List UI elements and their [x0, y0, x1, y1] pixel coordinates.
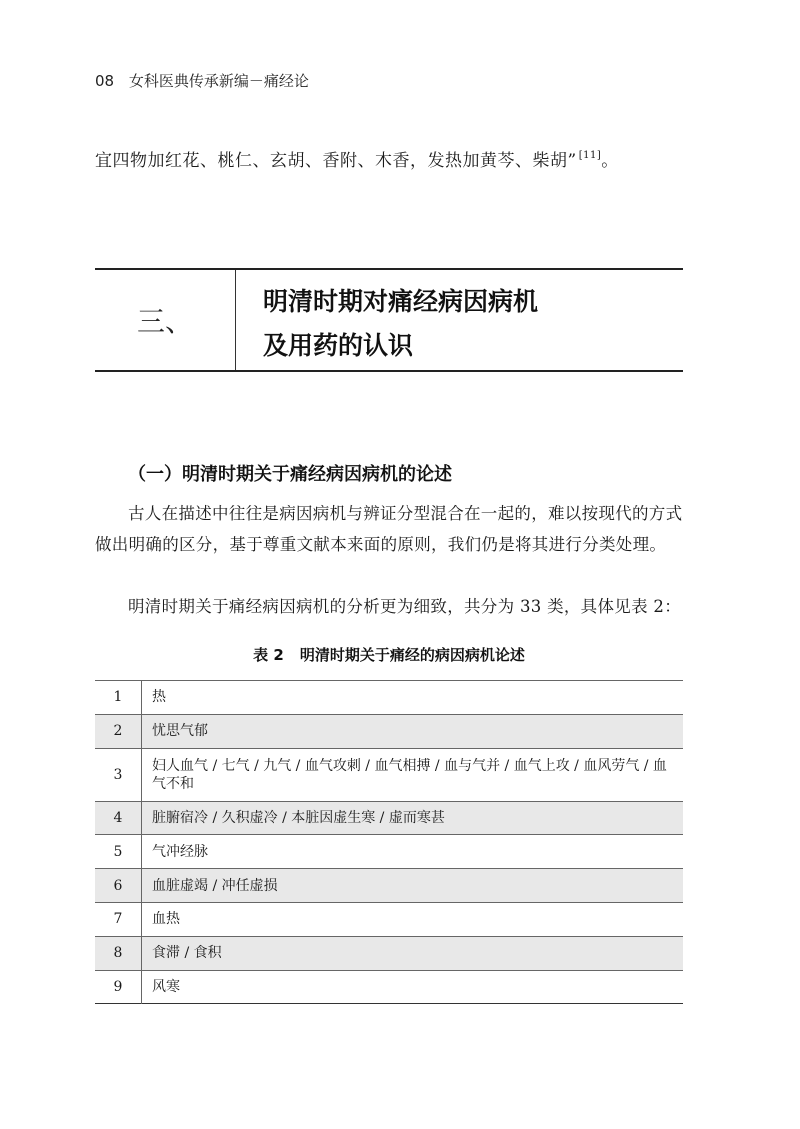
- table-row: [95, 714, 683, 748]
- paragraph-2: 明清时期关于痛经病因病机的分析更为细致，共分为 33 类，具体见表 2：: [128, 597, 682, 616]
- table-row: [95, 681, 683, 715]
- book-title: 女科医典传承新编－痛经论: [128, 72, 309, 90]
- table-number: 表 2: [253, 646, 284, 664]
- row-number: 8: [95, 936, 142, 970]
- running-header: [95, 70, 309, 91]
- row-text: 热: [142, 681, 684, 715]
- table-row: [95, 936, 683, 970]
- table-row: [95, 748, 683, 801]
- quote-text: 宜四物加红花、桃仁、玄胡、香附、木香，发热加黄芩、柴胡”: [95, 151, 577, 171]
- row-text: 妇人血气 / 七气 / 九气 / 血气攻刺 / 血气相搏 / 血与气并 / 血气上攻 / 血风劳气 / 血气不和: [142, 748, 684, 801]
- row-text: 风寒: [142, 970, 684, 1004]
- etiology-table: [95, 680, 683, 1004]
- quote-continuation: [95, 146, 619, 171]
- row-number: 6: [95, 869, 142, 903]
- table-row: [95, 970, 683, 1004]
- row-number: 2: [95, 714, 142, 748]
- section-title: [263, 280, 538, 368]
- row-text: 食滞 / 食积: [142, 936, 684, 970]
- row-number: 3: [95, 748, 142, 801]
- table-row: [95, 902, 683, 936]
- section-title-line-2: 及用药的认识: [263, 331, 414, 360]
- table-row: [95, 801, 683, 835]
- row-number: 7: [95, 902, 142, 936]
- section-number: 三、: [95, 270, 236, 370]
- row-text: 血热: [142, 902, 684, 936]
- row-text: 脏腑宿冷 / 久积虚冷 / 本脏因虚生寒 / 虚而寒甚: [142, 801, 684, 835]
- table-row: [95, 869, 683, 903]
- row-number: 4: [95, 801, 142, 835]
- row-number: 9: [95, 970, 142, 1004]
- section-heading-box: [95, 268, 683, 372]
- section-title-line-1: 明清时期对痛经病因病机: [263, 287, 539, 316]
- subsection-heading: （一）明清时期关于痛经病因病机的论述: [128, 464, 452, 485]
- table-row: [95, 835, 683, 869]
- quote-end: 。: [601, 151, 619, 171]
- row-number: 5: [95, 835, 142, 869]
- row-text: 忧思气郁: [142, 714, 684, 748]
- table-caption: [95, 644, 683, 665]
- row-number: 1: [95, 681, 142, 715]
- table-title: 明清时期关于痛经的病因病机论述: [299, 646, 525, 664]
- citation-ref[interactable]: [11]: [578, 150, 602, 161]
- page-number: 08: [95, 72, 115, 90]
- paragraph-1: 古人在描述中往往是病因病机与辨证分型混合在一起的，难以按现代的方式做出明确的区分，基于尊重文献本来面的原则，我们仍是将其进行分类处理。: [95, 504, 683, 554]
- row-text: 气冲经脉: [142, 835, 684, 869]
- row-text: 血脏虚竭 / 冲任虚损: [142, 869, 684, 903]
